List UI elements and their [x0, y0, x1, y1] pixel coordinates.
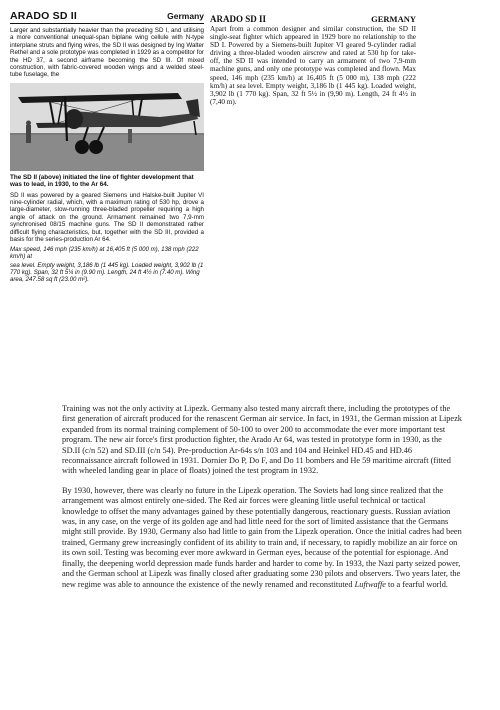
right-article-card [210, 14, 416, 154]
left-card-header [10, 10, 204, 24]
right-card-header [210, 14, 416, 24]
left-card-performance: Max speed, 146 mph (235 km/h) at 16,405 ft (5 000 m), 138 mph (222 km/h) at [10, 245, 199, 260]
left-card-intro: Larger and substantially heavier than the preceding SD I, and utilising a more conventional unequal-span biplane wing cellule with N-type interplane struts and flying wires, the SD II was designed by Ing Walter Rethel and a sole prototype was completed in 1929 as a competitor for the HD 37, a second airframe becoming the SD III. Of mixed construction, with fabric-covered wooden wings and a welded steel-tube fuselage, the [10, 27, 204, 79]
right-card-text: Apart from a common designer and similar construction, the SD II single-seat fighter which appeared in 1929 bore no relationship to the SD I. Powered by a Siemens-built Jupiter VI geared 9-cylinder radial driving a three-bladed wooden airscrew and rated at 530 hp for take-off, the SD II was intended to carry an armament of two 7,9-mm machine guns, and only one prototype was completed and flown. Max speed, 146 mph (235 km/h) at 16,405 ft (5 000 m), 138 mph (222 km/h) at sea level. Empty weight, 3,186 lb (1 445 kg). Loaded weight, 3,902 lb (1 770 kg). Span, 32 ft 5½ in (9,90 m). Length, 24 ft 4½ in (7,40 m). [210, 25, 416, 106]
biplane-illustration [10, 83, 204, 171]
left-card-specs: sea level. Empty weight, 3,186 lb (1 445 kg). Loaded weight, 3,902 lb (1 770 kg). Span, 32 ft 5¼ in (9.90 m). Length, 24 ft 4½ in (7.40 m). Wing area, 247.58 sq ft (23.00 m²). [10, 261, 204, 284]
right-card-title: ARADO SD II [210, 14, 267, 24]
left-article-card [10, 10, 204, 370]
left-card-body: SD II was powered by a geared Siemens und Halske-built Jupiter VI nine-cylinder radial, which, with a maximum rating of 530 hp, drove a large-diameter, slow-running three-bladed propeller requiring a high angle of attack on the ground. Armament remained two 7,9-mm synchronised 08/15 machine guns. The SD II demonstrated rather difficult flying characteristics, but, together with the SD III, provided a basis for the series-production Ar 64. [10, 191, 204, 244]
left-card-country: Germany [167, 11, 204, 21]
biplane-photo [10, 83, 204, 171]
luftwaffe-italic: Luftwaffe [354, 579, 386, 589]
right-card-country: GERMANY [371, 14, 416, 24]
main-paragraph-2-text: By 1930, however, there was clearly no future in the Lipezk operation. The Soviets had long since realized that the arrangement was almost entirely one-sided. The Red air forces were gleaning little useful technical or tactical knowledge to offset the many advantages gained by these potentially dangerous, reactionary guests. Russian aviation was, in any case, on the verge of its golden age and had little need for the sort of limited assistance that the Germans might still provide. By 1930, Germany also had little to gain from the Lipezk operation. Once the initial cadres had been trained, Germany grew increasingly confident of its ability to train and, if necessary, to rapidly mobilize an air force on its own soil. Testing was becoming ever more awkward in German eyes, because of the potential for espionage. And finally, the deepening world depression made funds harder and harder to come by. In 1933, the Nazi party seized power, and the German school at Lipezk was finally closed after graduating some 230 pilots and observers. Two years later, the new regime was able to announce the existence of the newly renamed and reconstituted [62, 485, 462, 589]
photo-caption: The SD II (above) initiated the line of fighter development that was to lead, in 1930, to the Ar 64. [10, 173, 194, 189]
main-paragraph-1: Training was not the only activity at Lipezk. Germany also tested many aircraft there, including the prototypes of the first generation of aircraft produced for the renascent German air service. In fact, in 1931, the German mission at Lipezk expanded from its normal training complement of 50-100 to over 200 to accommodate the ever more important test program. The new air force's first production fighter, the Arado Ar 64, was tested in prototype form in 1930, as the SD.II (c/n 52) and SD.III (c/n 54). Pre-production Ar-64s s/n 103 and 104 and Heinkel HD.45 and HD.46 reconnaissance aircraft followed in 1931. Dornier Do P, Do F, and Do 11 bombers and He 59 maritime aircraft (fitted with wheeled landing gear in place of floats) joined the test program in 1932. [62, 404, 462, 476]
main-paragraph-2-end: to a fearful world. [388, 579, 448, 589]
main-paragraph-2 [62, 486, 462, 590]
left-card-title: ARADO SD II [10, 10, 77, 22]
main-text-block [62, 404, 462, 590]
